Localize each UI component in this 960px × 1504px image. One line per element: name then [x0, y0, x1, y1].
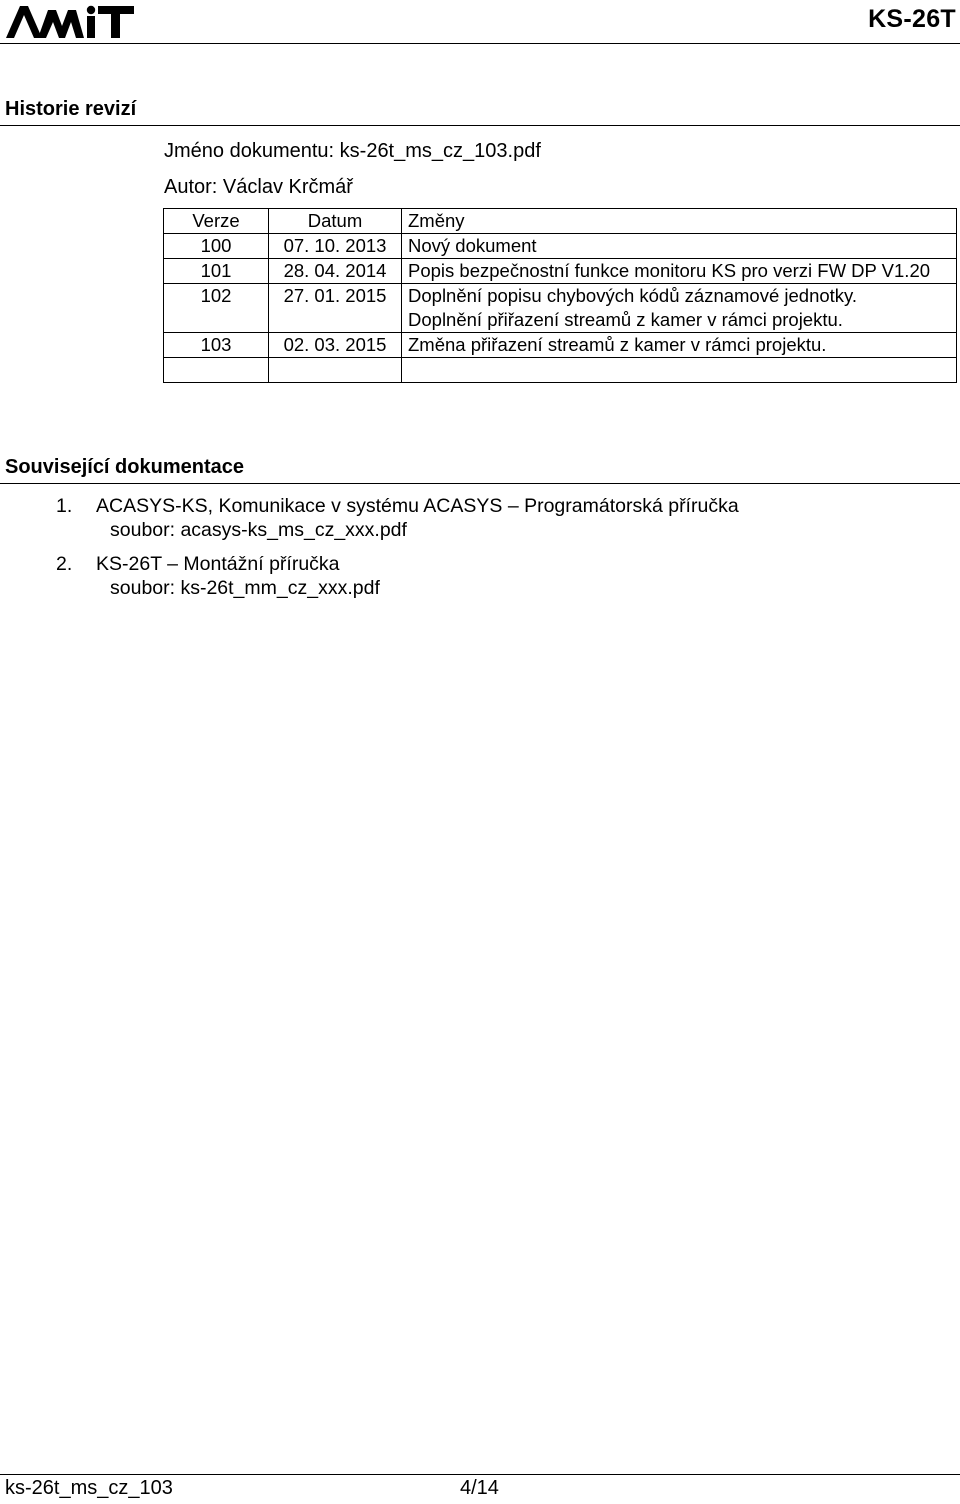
related-docs-list — [56, 494, 739, 610]
table-row — [164, 284, 957, 333]
changes-cell — [402, 284, 957, 333]
author: Autor: Václav Krčmář — [164, 176, 353, 198]
footer-doc-id: ks-26t_ms_cz_103 — [5, 1477, 173, 1499]
list-item-file: soubor: acasys-ks_ms_cz_xxx.pdf — [110, 519, 407, 541]
table-row — [164, 333, 957, 358]
changes-cell — [402, 358, 957, 383]
version-cell: 102 — [164, 284, 269, 333]
date-cell: 02. 03. 2015 — [269, 333, 402, 358]
version-cell: 100 — [164, 234, 269, 259]
table-row — [164, 259, 957, 284]
revision-table — [163, 208, 957, 383]
column-header-changes: Změny — [402, 209, 957, 234]
table-row-empty — [164, 358, 957, 383]
change-line: Doplnění přiřazení streamů z kamer v rámci projektu. — [408, 309, 843, 330]
change-line: Doplnění popisu chybových kódů záznamové jednotky. — [408, 285, 858, 306]
column-header-version: Verze — [164, 209, 269, 234]
list-item — [56, 552, 739, 600]
section-title-revisions: Historie revizí — [5, 98, 137, 120]
document-name: Jméno dokumentu: ks-26t_ms_cz_103.pdf — [164, 140, 541, 162]
version-cell: 101 — [164, 259, 269, 284]
revision-table-header — [164, 209, 957, 234]
footer-page-number: 4/14 — [460, 1477, 499, 1499]
date-cell: 27. 01. 2015 — [269, 284, 402, 333]
list-item-file: soubor: ks-26t_mm_cz_xxx.pdf — [110, 577, 380, 599]
section-rule-revisions — [0, 125, 960, 126]
date-cell: 28. 04. 2014 — [269, 259, 402, 284]
section-rule-related-docs — [0, 483, 960, 484]
list-item-title: ACASYS-KS, Komunikace v systému ACASYS – Programátorská příručka — [96, 495, 739, 517]
amit-logo — [4, 2, 136, 40]
change-line: Změna přiřazení streamů z kamer v rámci projektu. — [408, 334, 827, 355]
document-code: KS-26T — [868, 5, 956, 33]
version-cell — [164, 358, 269, 383]
column-header-date: Datum — [269, 209, 402, 234]
version-cell: 103 — [164, 333, 269, 358]
page-header — [0, 0, 960, 46]
header-rule — [0, 43, 960, 44]
list-item-number: 1. — [56, 495, 73, 517]
changes-cell — [402, 333, 957, 358]
change-line: Nový dokument — [408, 235, 537, 256]
change-line: Popis bezpečnostní funkce monitoru KS pro verzi FW DP V1.20 — [408, 260, 931, 281]
date-cell — [269, 358, 402, 383]
changes-cell — [402, 234, 957, 259]
list-item-number: 2. — [56, 553, 73, 575]
list-item — [56, 494, 739, 542]
footer-rule — [0, 1474, 960, 1475]
changes-cell — [402, 259, 957, 284]
section-title-related-docs: Související dokumentace — [5, 456, 244, 478]
table-row — [164, 234, 957, 259]
date-cell: 07. 10. 2013 — [269, 234, 402, 259]
list-item-title: KS-26T – Montážní příručka — [96, 553, 340, 575]
